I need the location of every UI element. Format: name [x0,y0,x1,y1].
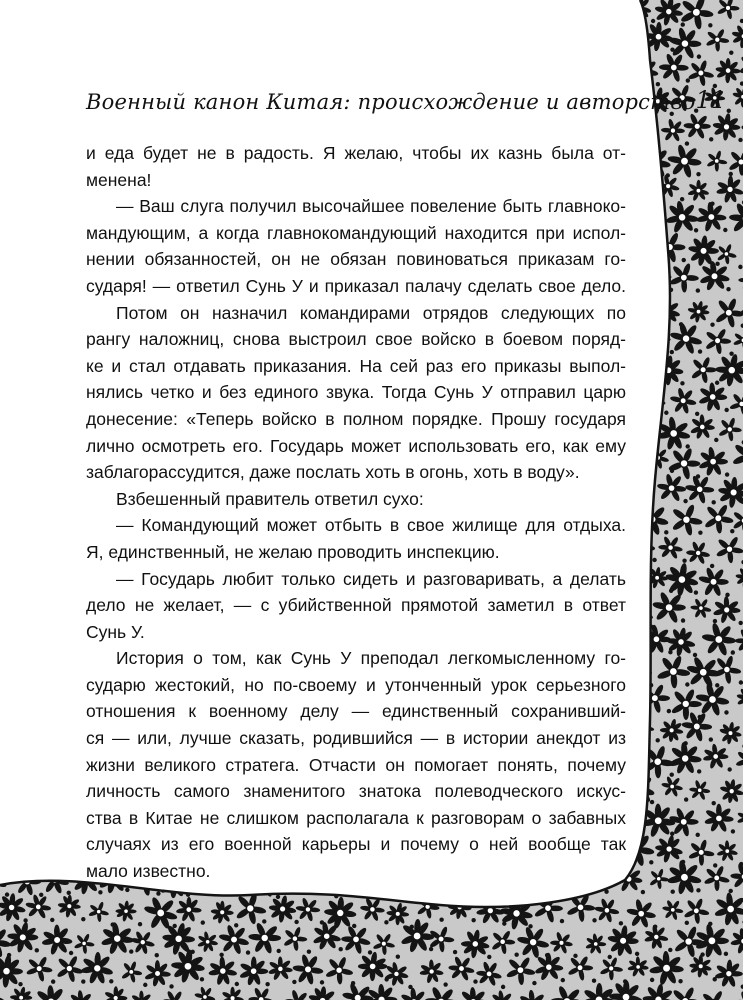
body-text [86,140,626,885]
text-line: и еда будет не в радость. Я желаю, чтобы их казнь была от- [86,143,626,163]
text-line: случаях из его военной карьеры и почему о ней вообще так [86,834,626,855]
text-line: Потом он назначил командирами отрядов следующих по [116,302,626,323]
text-line: лично осмотреть его. Государь может использовать его, как ему [86,435,626,456]
text-line: нялись четко и без единого звука. Тогда Сунь У отправил царю [86,382,626,403]
text-line: жизни великого стратега. Отчасти он помогает понять, почему [86,754,626,775]
text-line: менена! [86,169,152,190]
running-head [86,70,727,114]
text-line: Взбешенный правитель ответил сухо: [116,488,424,509]
text-line: — Командующий может отбыть в свое жилище для отдыха. [116,515,626,536]
text-line: донесение: «Теперь войско в полном порядке. Прошу государя [86,408,626,429]
text-line: мало известно. [86,861,211,882]
text-line: дело не желает, — с убийственной прямотой заметил в ответ [86,595,626,616]
text-line: — Государь любит только сидеть и разговаривать, а делать [116,568,626,589]
running-title: Военный канон Китая: происхождение и авторство [86,90,696,114]
text-line: ства в Китае не слишком располагала к разговорам о забавных [86,807,626,828]
text-line: сударя! — ответил Сунь У и приказал палачу сделать свое дело. [86,275,626,296]
text-line: История о том, как Сунь У преподал легкомысленному го- [116,648,626,669]
text-line: — Ваш слуга получил высочайшее повеление быть главноко- [116,196,626,217]
text-line: ке и стал отдавать приказания. На сей раз его приказы выпол- [86,355,626,376]
text-line: Я, единственный, не желаю проводить инспекцию. [86,541,500,562]
text-line: заблагорассудится, даже послать хоть в огонь, хоть в воду». [86,462,580,483]
text-line: ся — или, лучше сказать, родившийся — в истории анекдот из [86,728,626,749]
text-line: мандующим, а когда главнокомандующий находится при испол- [86,222,626,243]
text-line: сударю жестокий, но по-своему и утонченный урок серьезного [86,674,626,695]
text-line: нении обязанностей, он не обязан повиноваться приказам го- [86,249,626,270]
page-number: 11 [695,86,727,114]
text-line: личность самого знаменитого знатока полеводческого искус- [86,781,626,802]
text-line: рангу наложниц, снова выстроил свое войско в боевом поряд- [86,329,626,350]
text-line: отношения к военному делу — единственный сохранивший- [86,701,626,722]
text-line: Сунь У. [86,621,145,642]
